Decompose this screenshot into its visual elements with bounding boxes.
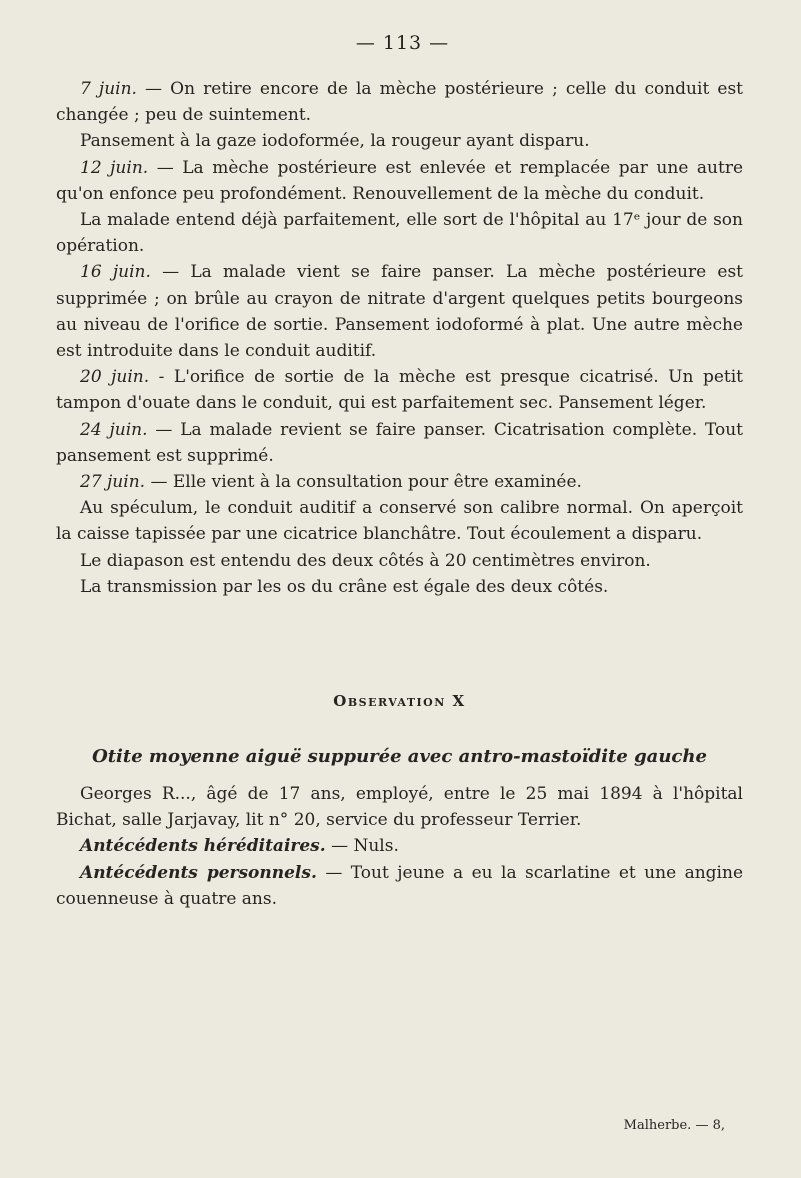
observation-subtitle: Otite moyenne aiguë suppurée avec antro-mastoïdite gauche [92, 746, 707, 768]
observation-item-text: — Tout jeune a eu la scarlatine et une angine couenneuse à quatre ans. [56, 862, 744, 909]
signature-mark: Malherbe. — 8, [623, 1118, 725, 1133]
case-entries [56, 76, 743, 600]
entry-date: 12 juin. [80, 157, 149, 178]
entry-text: — Elle vient à la consultation pour être examinée. [145, 472, 582, 493]
entry-paragraph [56, 495, 743, 547]
observation-item [56, 860, 743, 912]
observation-section [56, 692, 743, 912]
entry-text: La malade entend déjà parfaitement, elle sort de l'hôpital au 17ᵉ jour de son opération. [56, 210, 743, 257]
entry-paragraph [56, 207, 743, 259]
entry-paragraph [56, 364, 743, 416]
entry-paragraph [56, 76, 743, 128]
entry-text: — La malade revient se faire panser. Cicatrisation complète. Tout pansement est supprimé. [56, 419, 743, 466]
entry-text: La transmission par les os du crâne est égale des deux côtés. [80, 576, 609, 597]
observation-item-text: — Nuls. [325, 836, 399, 857]
entry-date: 27 juin. [80, 472, 146, 493]
entry-date: 20 juin. [80, 367, 150, 388]
entry-paragraph [56, 259, 743, 364]
entry-text: Au spéculum, le conduit auditif a conservé son calibre normal. On aperçoit la caisse tapissée par une cicatrice blanchâtre. Tout écoulement a disparu. [56, 498, 743, 545]
entry-text: — La malade vient se faire panser. La mèche postérieure est supprimée ; on brûle au crayon de nitrate d'argent quelques petits bourgeons au niveau de l'orifice de sortie. Pansement iodoformé à plat. Une autre mèche est introduite dans le conduit auditif. [56, 262, 743, 362]
entry-paragraph [56, 417, 743, 469]
entry-paragraph [56, 574, 743, 600]
entry-text: Pansement à la gaze iodoformée, la rougeur ayant disparu. [80, 131, 590, 152]
section-spacer [56, 600, 743, 692]
entry-text: — La mèche postérieure est enlevée et remplacée par une autre qu'on enfonce peu profondément. Renouvellement de la mèche du conduit. [56, 157, 744, 204]
observation-heading: Observation X [333, 692, 466, 711]
observation-item-label: Antécédents héréditaires. [80, 836, 326, 857]
observation-item [56, 833, 743, 859]
page-number-header: — 113 — [355, 32, 450, 54]
entry-date: 7 juin. [80, 79, 137, 99]
observation-intro: Georges R..., âgé de 17 ans, employé, entre le 25 mai 1894 à l'hôpital Bichat, salle Jarjavay, lit n° 20, service du professeur Terrier. [56, 784, 743, 831]
entry-paragraph [56, 155, 743, 207]
entry-text: - L'orifice de sortie de la mèche est presque cicatrisé. Un petit tampon d'ouate dans le conduit, qui est parfaitement sec. Pansement léger. [56, 367, 743, 414]
entry-paragraph [56, 469, 743, 495]
entry-date: 16 juin. [80, 262, 151, 283]
observation-item-label: Antécédents personnels. [80, 862, 317, 883]
entry-paragraph [56, 128, 743, 154]
entry-text: Le diapason est entendu des deux côtés à 20 centimètres environ. [80, 550, 651, 571]
entry-date: 24 juin. [80, 419, 148, 440]
entry-text: — On retire encore de la mèche postérieure ; celle du conduit est changée ; peu de suintement. [56, 79, 743, 126]
entry-paragraph [56, 548, 743, 574]
